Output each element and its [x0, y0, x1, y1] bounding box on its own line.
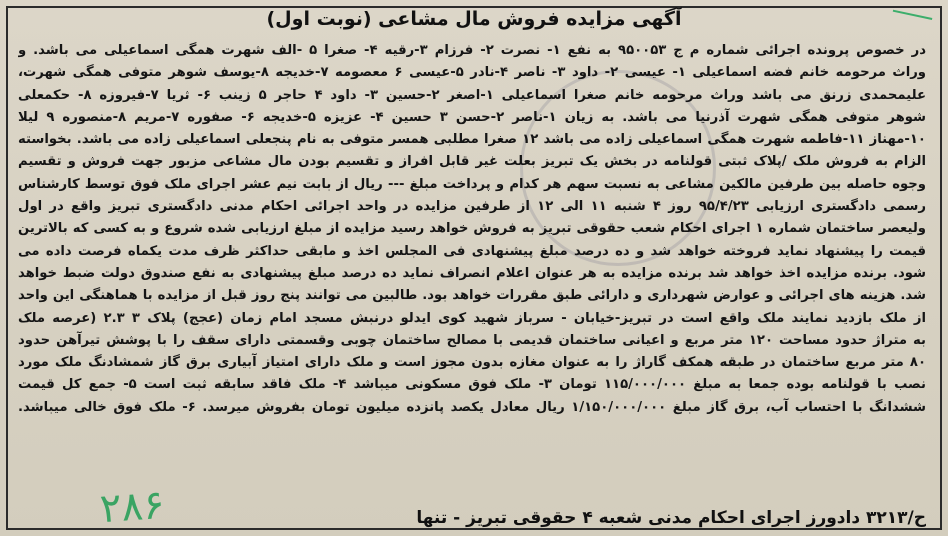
notice-body	[18, 40, 926, 419]
body-line: شوهر متوفی همگی شهرت آذرنیا می باشد. به زیان ۱-ناصر ۲-حسن ۳ حسین ۴- عزیزه ۵-خدیجه ۶- صفوره ۷-مریم ۸-منصوره ۹ لیلا	[18, 109, 926, 125]
body-line: علیمحمدی زرنق می باشد وراث مرحومه خانم صغرا اسماعیلی ۱-اصغر ۲-حسین ۳- داود ۴ حاجر ۵ زینب ۶- ثریا ۷-فیروزه ۸- حکمعلی	[18, 87, 926, 103]
body-line: قیمت را پیشنهاد نماید فروخته خواهد شد و ده درصد مبلغ پیشنهادی فی المجلس اخذ و مابقی حداکثر ظرف مدت یکماه فرصت داده می	[18, 243, 926, 259]
body-line: الزام به فروش ملک /پلاک ثبتی قولنامه در بخش یک تبریز بعلت غیر قابل افراز و تقسیم بودن مال مشاعی مزبور جهت فروش و تقسیم	[18, 154, 926, 170]
body-line: در خصوص پرونده اجرائی شماره م ج ۹۵۰۰۵۳ به نفع ۱- نصرت ۲- فرزام ۳-رقیه ۴- صغرا ۵ -الف شهرت همگی اسماعیلی می باشد. و	[18, 43, 926, 58]
handwritten-number: ۲۸۶	[98, 481, 166, 533]
notice-footer: ح/۳۲۱۳ دادورز اجرای احکام مدنی شعبه ۴ حقوقی تبریز - تنها	[416, 508, 926, 528]
body-line: ۸۰ متر مربع ساختمان در طبقه همکف گاراژ را به عنوان مغازه بدون مجوز است و ملک دارای امتیاز آبیاری برق گاز شمشادنگ ملک مورد	[18, 355, 926, 371]
body-line: نصب با قولنامه بوده جمعا به مبلغ ۱۱۵/۰۰۰/۰۰۰ تومان ۳- ملک فوق مسکونی میباشد ۴- ملک فاقد سابقه ثبت است ۵- جمع کل قیمت	[18, 377, 926, 393]
body-line: ۱۰-مهناز ۱۱-فاطمه شهرت همگی اسماعیلی زاده می باشد ۱۲ صغرا مطلبی همسر متوفی به نام پنجعلی اسماعیلی زاده می باشد. بخواسته	[18, 132, 926, 148]
body-line: ولیعصر ساختمان شماره ۱ اجرای احکام شعب حقوقی تبریز به فروش خواهد رسید مزایده از مبلغ ارزیابی شده شروع و به کسی که بالاترین	[18, 221, 926, 237]
body-line: ششدانگ با احتساب آب، برق گاز مبلغ ۱/۱۵۰/۰۰۰/۰۰۰ ریال معادل یکصد پانزده میلیون تومان بفروش میرسد. ۶- ملک فوق خالی میباشد.	[18, 399, 926, 415]
notice-title: آگهی مزایده فروش مال مشاعی (نوبت اول)	[266, 8, 682, 30]
body-line: وراث مرحومه خانم فضه اسماعیلی ۱- عیسی ۲- داود ۳- ناصر ۴-نادر ۵-عیسی ۶ معصومه ۷-خدیجه ۸-یوسف شوهر متوفی همگی شهرت،	[18, 65, 926, 81]
body-line: از ملک بازدید نمایند ملک واقع است در تبریز-خیابان - سرباز شهید کوی ایدلو درنبش مسجد امام زمان (عجج) پلاک ۳ ۲.۳ (عرصه ملک	[18, 310, 926, 326]
body-line: وجوه حاصله بین طرفین مالکین مشاعی به نسبت سهم هر کدام و پرداخت مبلغ --- ریال از بابت نیم عشر اجرای ملک فوق توسط کارشناس	[18, 176, 926, 192]
body-line: شد. هزینه های اجرائی و عوارض شهرداری و دارائی طبق مقررات خواهد بود. طالبین می توانند پنج روز قبل از مزایده با هماهنگی این واحد	[18, 288, 926, 304]
body-line: شود. برنده مزایده اخذ خواهد شد برنده مزایده به هر عنوان اعلام انصراف نماید ده درصد مبلغ پیشنهادی به نفع صندوق دولت ضبط خواهد	[18, 265, 926, 281]
body-line: به متراژ حدود مساحت ۱۲۰ متر مربع و اعیانی ساختمان قدیمی با مصالح ساختمان چوبی وقسمتی دارای سقف را با پوشش تیرآهن حدود	[18, 332, 926, 348]
body-line: رسمی دادگستری ارزیابی ۹۵/۴/۲۳ روز ۴ شنبه ۱۱ الی ۱۲ از طرفین مزایده در واحد اجرائی احکام مدنی دادگستری تبریز واقع در اول	[18, 199, 926, 215]
